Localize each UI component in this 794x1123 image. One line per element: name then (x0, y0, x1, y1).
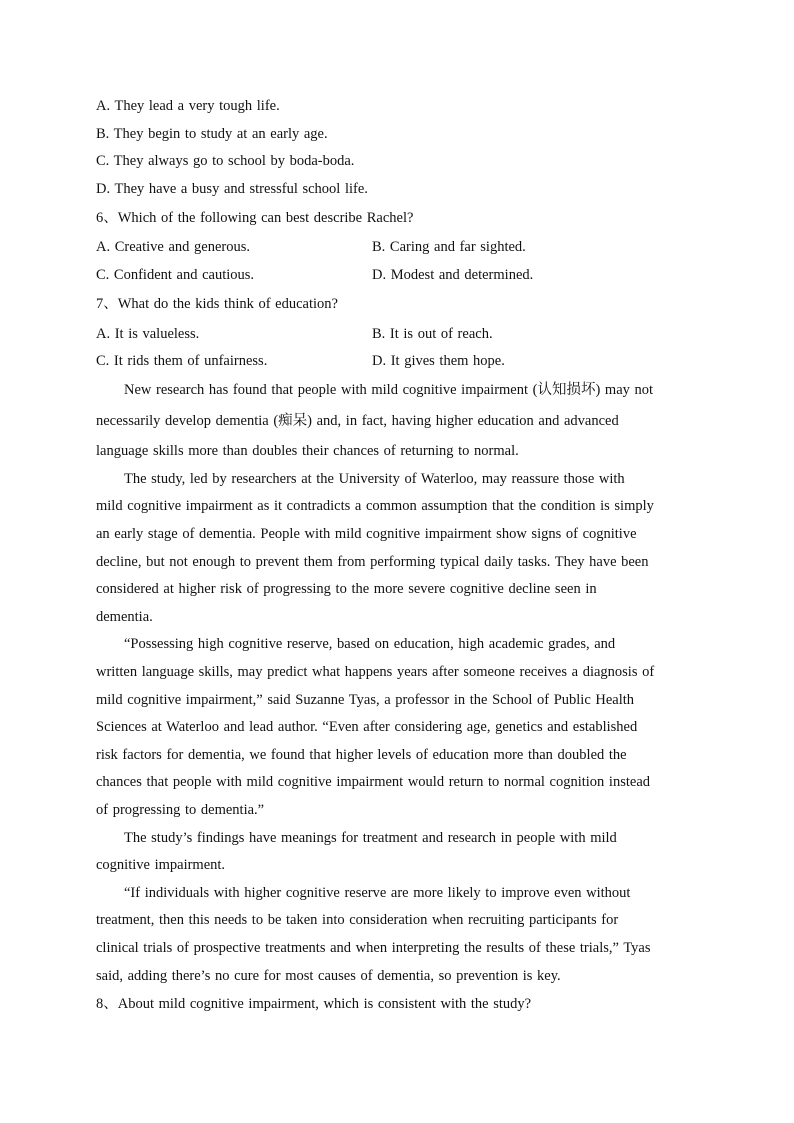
passage-p3-line6: chances that people with mild cognitive impairment would return to normal cognition instead (96, 774, 651, 790)
passage-p2-line4: decline, but not enough to prevent them from performing typical daily tasks. They have been (96, 554, 649, 570)
passage-p3-line3: mild cognitive impairment,” said Suzanne Tyas, a professor in the School of Public Health (96, 692, 635, 708)
q5-option-d: D. They have a busy and stressful school life. (96, 181, 368, 197)
passage-p5-line3: clinical trials of prospective treatments and when interpreting the results of these trials,” Tyas (96, 940, 651, 956)
q6-stem: 6、Which of the following can best describe Rachel? (96, 210, 414, 226)
passage-p2-line6: dementia. (96, 609, 153, 625)
passage-p5-line4: said, adding there’s no cure for most causes of dementia, so prevention is key. (96, 968, 561, 984)
q6-option-a: A. Creative and generous. (96, 239, 250, 255)
q7-option-a: A. It is valueless. (96, 326, 200, 342)
passage-p4-line1: The study’s findings have meanings for treatment and research in people with mild (124, 830, 617, 846)
q7-option-b: B. It is out of reach. (372, 326, 493, 342)
passage-p3-line1: “Possessing high cognitive reserve, based on education, high academic grades, and (124, 636, 616, 652)
q6-option-c: C. Confident and cautious. (96, 267, 255, 283)
passage-p3-line4: Sciences at Waterloo and lead author. “Even after considering age, genetics and established (96, 719, 638, 735)
passage-p1-line3: language skills more than doubles their chances of returning to normal. (96, 443, 519, 459)
passage-p1-line2: necessarily develop dementia (痴呆) and, in fact, having higher education and advanced (96, 413, 619, 429)
q8-stem: 8、About mild cognitive impairment, which is consistent with the study? (96, 996, 532, 1012)
passage-p5-line2: treatment, then this needs to be taken into consideration when recruiting participants for (96, 912, 619, 928)
q6-option-d: D. Modest and determined. (372, 267, 534, 283)
q7-stem: 7、What do the kids think of education? (96, 296, 338, 312)
q7-option-c: C. It rids them of unfairness. (96, 353, 268, 369)
q6-option-b: B. Caring and far sighted. (372, 239, 526, 255)
passage-p5-line1: “If individuals with higher cognitive reserve are more likely to improve even without (124, 885, 631, 901)
passage-p2-line2: mild cognitive impairment as it contradicts a common assumption that the condition is simply (96, 498, 654, 514)
q5-option-a: A. They lead a very tough life. (96, 98, 280, 114)
q5-option-b: B. They begin to study at an early age. (96, 126, 328, 142)
passage-p3-line2: written language skills, may predict what happens years after someone receives a diagnosis of (96, 664, 655, 680)
passage-p2-line1: The study, led by researchers at the University of Waterloo, may reassure those with (124, 471, 625, 487)
passage-p2-line3: an early stage of dementia. People with mild cognitive impairment show signs of cognitive (96, 526, 637, 542)
passage-p3-line5: risk factors for dementia, we found that higher levels of education more than doubled the (96, 747, 627, 763)
passage-p4-line2: cognitive impairment. (96, 857, 226, 873)
passage-p2-line5: considered at higher risk of progressing to the more severe cognitive decline seen in (96, 581, 597, 597)
q7-option-d: D. It gives them hope. (372, 353, 505, 369)
passage-p1-line1: New research has found that people with mild cognitive impairment (认知损坏) may not (124, 382, 654, 398)
q5-option-c: C. They always go to school by boda-boda. (96, 153, 355, 169)
passage-p3-line7: of progressing to dementia.” (96, 802, 265, 818)
